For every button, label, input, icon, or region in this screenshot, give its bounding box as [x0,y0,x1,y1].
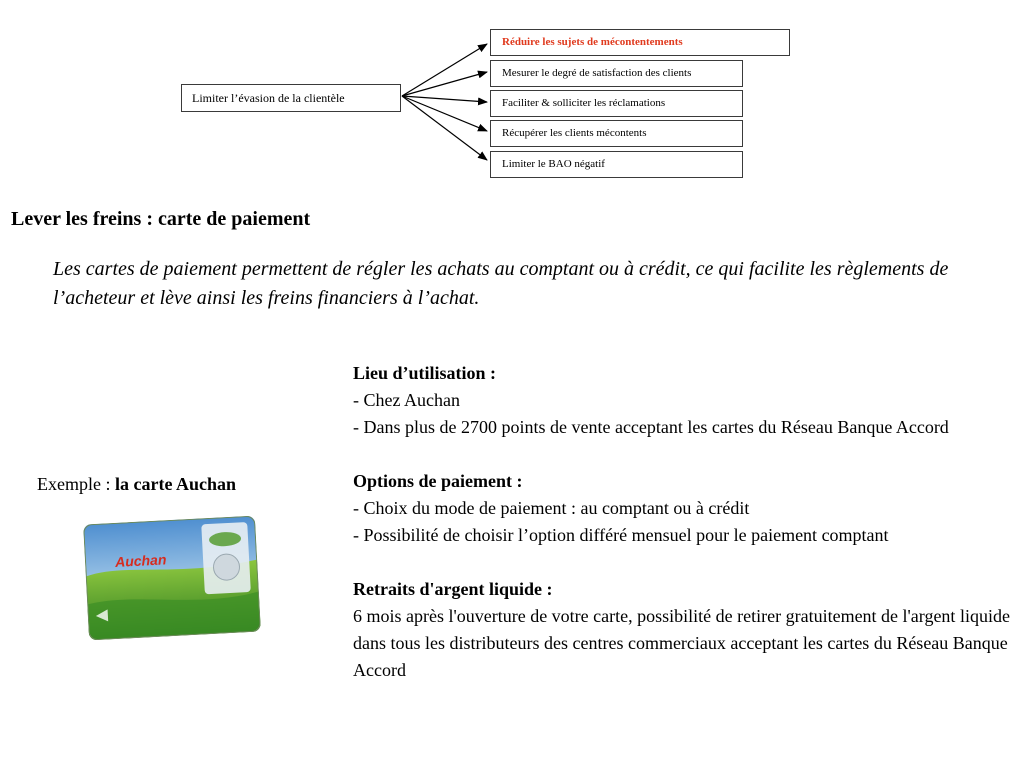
lieu-heading: Lieu d’utilisation : [353,363,497,383]
diagram-target-label: Faciliter & solliciter les réclamations [502,97,666,109]
options-line-1: - Possibilité de choisir l’option différé mensuel pour le paiement comptant [353,525,889,545]
options-heading: Options de paiement : [353,471,523,491]
retraits-heading: Retraits d'argent liquide : [353,579,553,599]
section-title: Lever les freins : carte de paiement [11,208,311,230]
example-prefix: Exemple : [37,474,115,494]
diagram-source-label: Limiter l’évasion de la clientèle [192,91,345,105]
diagram-target-label: Récupérer les clients mécontents [502,127,647,139]
arrow-4 [402,96,487,160]
diagram-target-4 [490,151,743,178]
options-line-0: - Choix du mode de paiement : au comptant ou à crédit [353,498,750,518]
diagram-target-label: Mesurer le degré de satisfaction des clients [502,67,692,79]
diagram-target-label: Limiter le BAO négatif [502,158,605,170]
card-logo-text: Auchan [114,551,167,570]
diagram-target-1 [490,60,743,87]
example-name: la carte Auchan [114,474,236,494]
diagram-target-3 [490,120,743,147]
details-block [353,360,1013,684]
arrow-1 [402,72,487,96]
retraits-text: 6 mois après l'ouverture de votre carte, possibilité de retirer gratuitement de l'argent liquide dans tous les distributeurs des centres commerciaux acceptant les cartes du Réseau Banque Accord [353,606,1010,680]
payment-card-image [83,516,261,641]
spacer [353,441,1013,468]
intro-paragraph: Les cartes de paiement permettent de régler les achats au comptant ou à crédit, ce qui facilite les règlements de l’acheteur et lève ainsi les freins financiers à l’achat. [53,258,949,309]
arrow-0 [402,44,487,96]
diagram-target-2 [490,90,743,117]
lieu-line-1: - Dans plus de 2700 points de vente acceptant les cartes du Réseau Banque Accord [353,417,949,437]
diagram-target-0 [490,29,790,56]
spacer [353,549,1013,576]
lieu-line-0: - Chez Auchan [353,390,460,410]
diagram-target-label: Réduire les sujets de mécontentements [502,36,683,48]
example-caption [37,474,236,495]
